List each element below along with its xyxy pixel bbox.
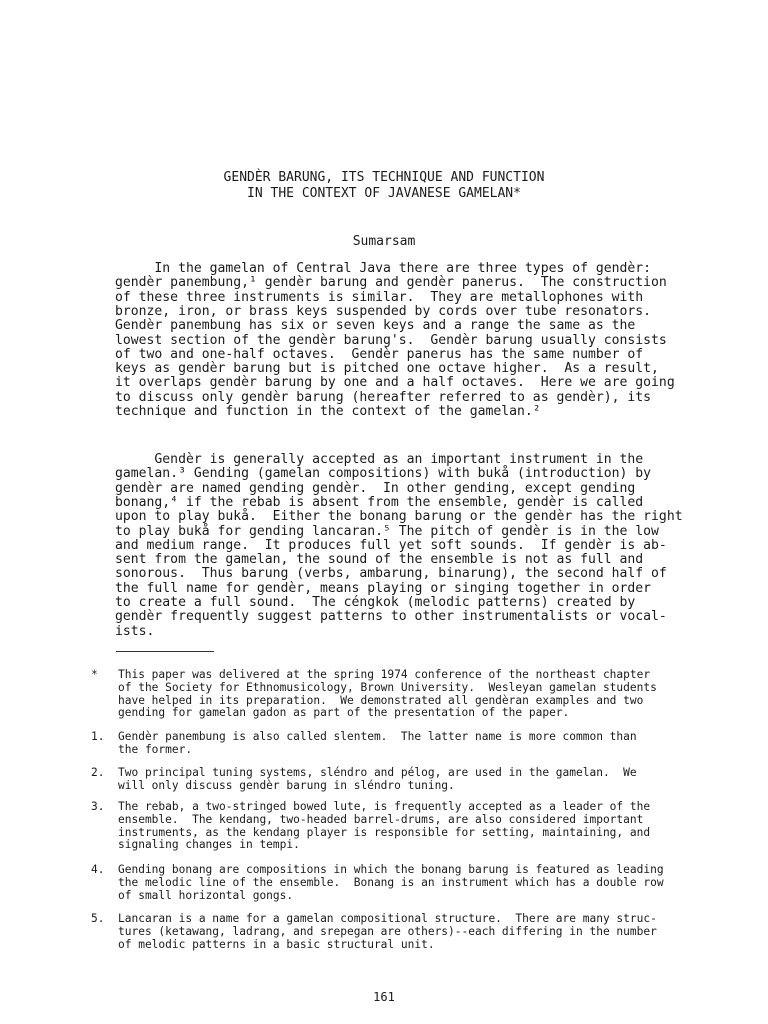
author-name: Sumarsam xyxy=(352,234,416,249)
body-text-line: of these three instruments is similar. They are metallophones with xyxy=(115,289,644,305)
footnote-text-line: ensemble. The kendang, two-headed barrel-drums, are also considered important xyxy=(118,812,644,826)
footnote-text-line: Gendèr panembung is also called slentem. The latter name is more common than xyxy=(118,730,637,743)
body-text-line: to play bukå for gending lancaran.⁵ The pitch of gendèr is in the low xyxy=(115,523,659,539)
body-text-line: the full name for gendèr, means playing or singing together in order xyxy=(115,580,652,596)
page-number: 161 xyxy=(373,990,395,1004)
footnote-text-line: of melodic patterns in a basic structural unit. xyxy=(118,937,435,951)
body-text-line: bonang,⁴ if the rebab is absent from the ensemble, gendèr is called xyxy=(115,494,644,510)
footnote-text-line: of small horizontal gongs. xyxy=(118,888,294,902)
body-text-line: keys as gendèr barung but is pitched one octave higher. As a result, xyxy=(115,361,659,377)
footnote-text-line: tures (ketawang, ladrang, and srepegan are others)--each differing in the number xyxy=(118,924,657,938)
body-text-line: ists. xyxy=(115,623,155,639)
body-text-line: gendèr frequently suggest patterns to other instrumentalists or vocal- xyxy=(115,609,667,625)
body-text-line: lowest section of the gendèr barung's. Gendèr barung usually consists xyxy=(115,332,667,348)
body-text-line: sonorous. Thus barung (verbs, ambarung, binarung), the second half of xyxy=(115,566,667,582)
footnote-text-line: Gending bonang are compositions in which the bonang barung is featured as leading xyxy=(118,863,664,876)
footnote-divider xyxy=(116,651,214,652)
footnote-text-line: The rebab, a two-stringed bowed lute, is frequently accepted as a leader of the xyxy=(118,800,651,813)
footnote-text-line: signaling changes in tempi. xyxy=(118,838,300,852)
body-text-line: and medium range. It produces full yet soft sounds. If gendèr is ab- xyxy=(115,537,667,553)
paper-title-line-1: GENDÈR BARUNG, ITS TECHNIQUE AND FUNCTION xyxy=(223,170,545,185)
body-text-line: to create a full sound. The céngkok (melodic patterns) created by xyxy=(115,595,636,610)
footnote-mark: 2. xyxy=(91,766,105,779)
body-text-line: to discuss only gendèr barung (hereafter referred to as gendèr), its xyxy=(115,389,652,405)
body-text-line: Gendèr panembung has six or seven keys and a range the same as the xyxy=(115,318,636,334)
footnote-mark: * xyxy=(91,668,98,681)
footnote-text-line: Lancaran is a name for a gamelan compositional structure. There are many struc- xyxy=(118,912,657,925)
body-text-line: bronze, iron, or brass keys suspended by cords over tube resonators. xyxy=(115,303,652,319)
body-text-line: gendèr are named gending gendèr. In other gending, except gending xyxy=(115,480,636,496)
body-text-line: gamelan.³ Gending (gamelan compositions) with bukå (introduction) by xyxy=(115,466,652,482)
footnote-text-line: the former. xyxy=(118,742,193,756)
body-text-line: In the gamelan of Central Java there are three types of gendèr: xyxy=(115,261,652,276)
body-text-line: technique and function in the context of the gamelan.² xyxy=(115,404,541,419)
footnote-text-line: the melodic line of the ensemble. Bonang is an instrument which has a double row xyxy=(118,875,664,889)
footnote-text-line: have helped in its preparation. We demonstrated all gendèran examples and two xyxy=(118,693,644,707)
footnote-mark: 4. xyxy=(91,863,105,876)
body-text-line: Gendèr is generally accepted as an important instrument in the xyxy=(115,452,644,467)
footnote-text-line: gending for gamelan gadon as part of the presentation of the paper. xyxy=(118,706,570,720)
footnote-text-line: This paper was delivered at the spring 1974 conference of the northeast chapter xyxy=(118,668,651,681)
footnote-text-line: of the Society for Ethnomusicology, Brown University. Wesleyan gamelan students xyxy=(118,680,657,694)
footnote-text-line: will only discuss gendèr barung in sléndro tuning. xyxy=(118,778,455,792)
body-text-line: sent from the gamelan, the sound of the ensemble is not as full and xyxy=(115,552,644,568)
body-text-line: of two and one-half octaves. Gendèr panerus has the same number of xyxy=(115,346,644,362)
footnote-text-line: Two principal tuning systems, sléndro and pélog, are used in the gamelan. We xyxy=(118,766,637,779)
body-text-line: upon to play bukå. Either the bonang barung or the gendèr has the right xyxy=(115,509,683,525)
footnote-text-line: instruments, as the kendang player is responsible for setting, maintaining, and xyxy=(118,825,651,839)
footnote-mark: 3. xyxy=(91,800,105,813)
paper-title-line-2: IN THE CONTEXT OF JAVANESE GAMELAN* xyxy=(247,186,521,201)
footnote-mark: 5. xyxy=(91,912,105,925)
footnote-mark: 1. xyxy=(91,730,105,743)
body-text-line: it overlaps gendèr barung by one and a half octaves. Here we are going xyxy=(115,375,675,391)
body-text-line: gendèr panembung,¹ gendèr barung and gendèr panerus. The construction xyxy=(115,275,667,291)
